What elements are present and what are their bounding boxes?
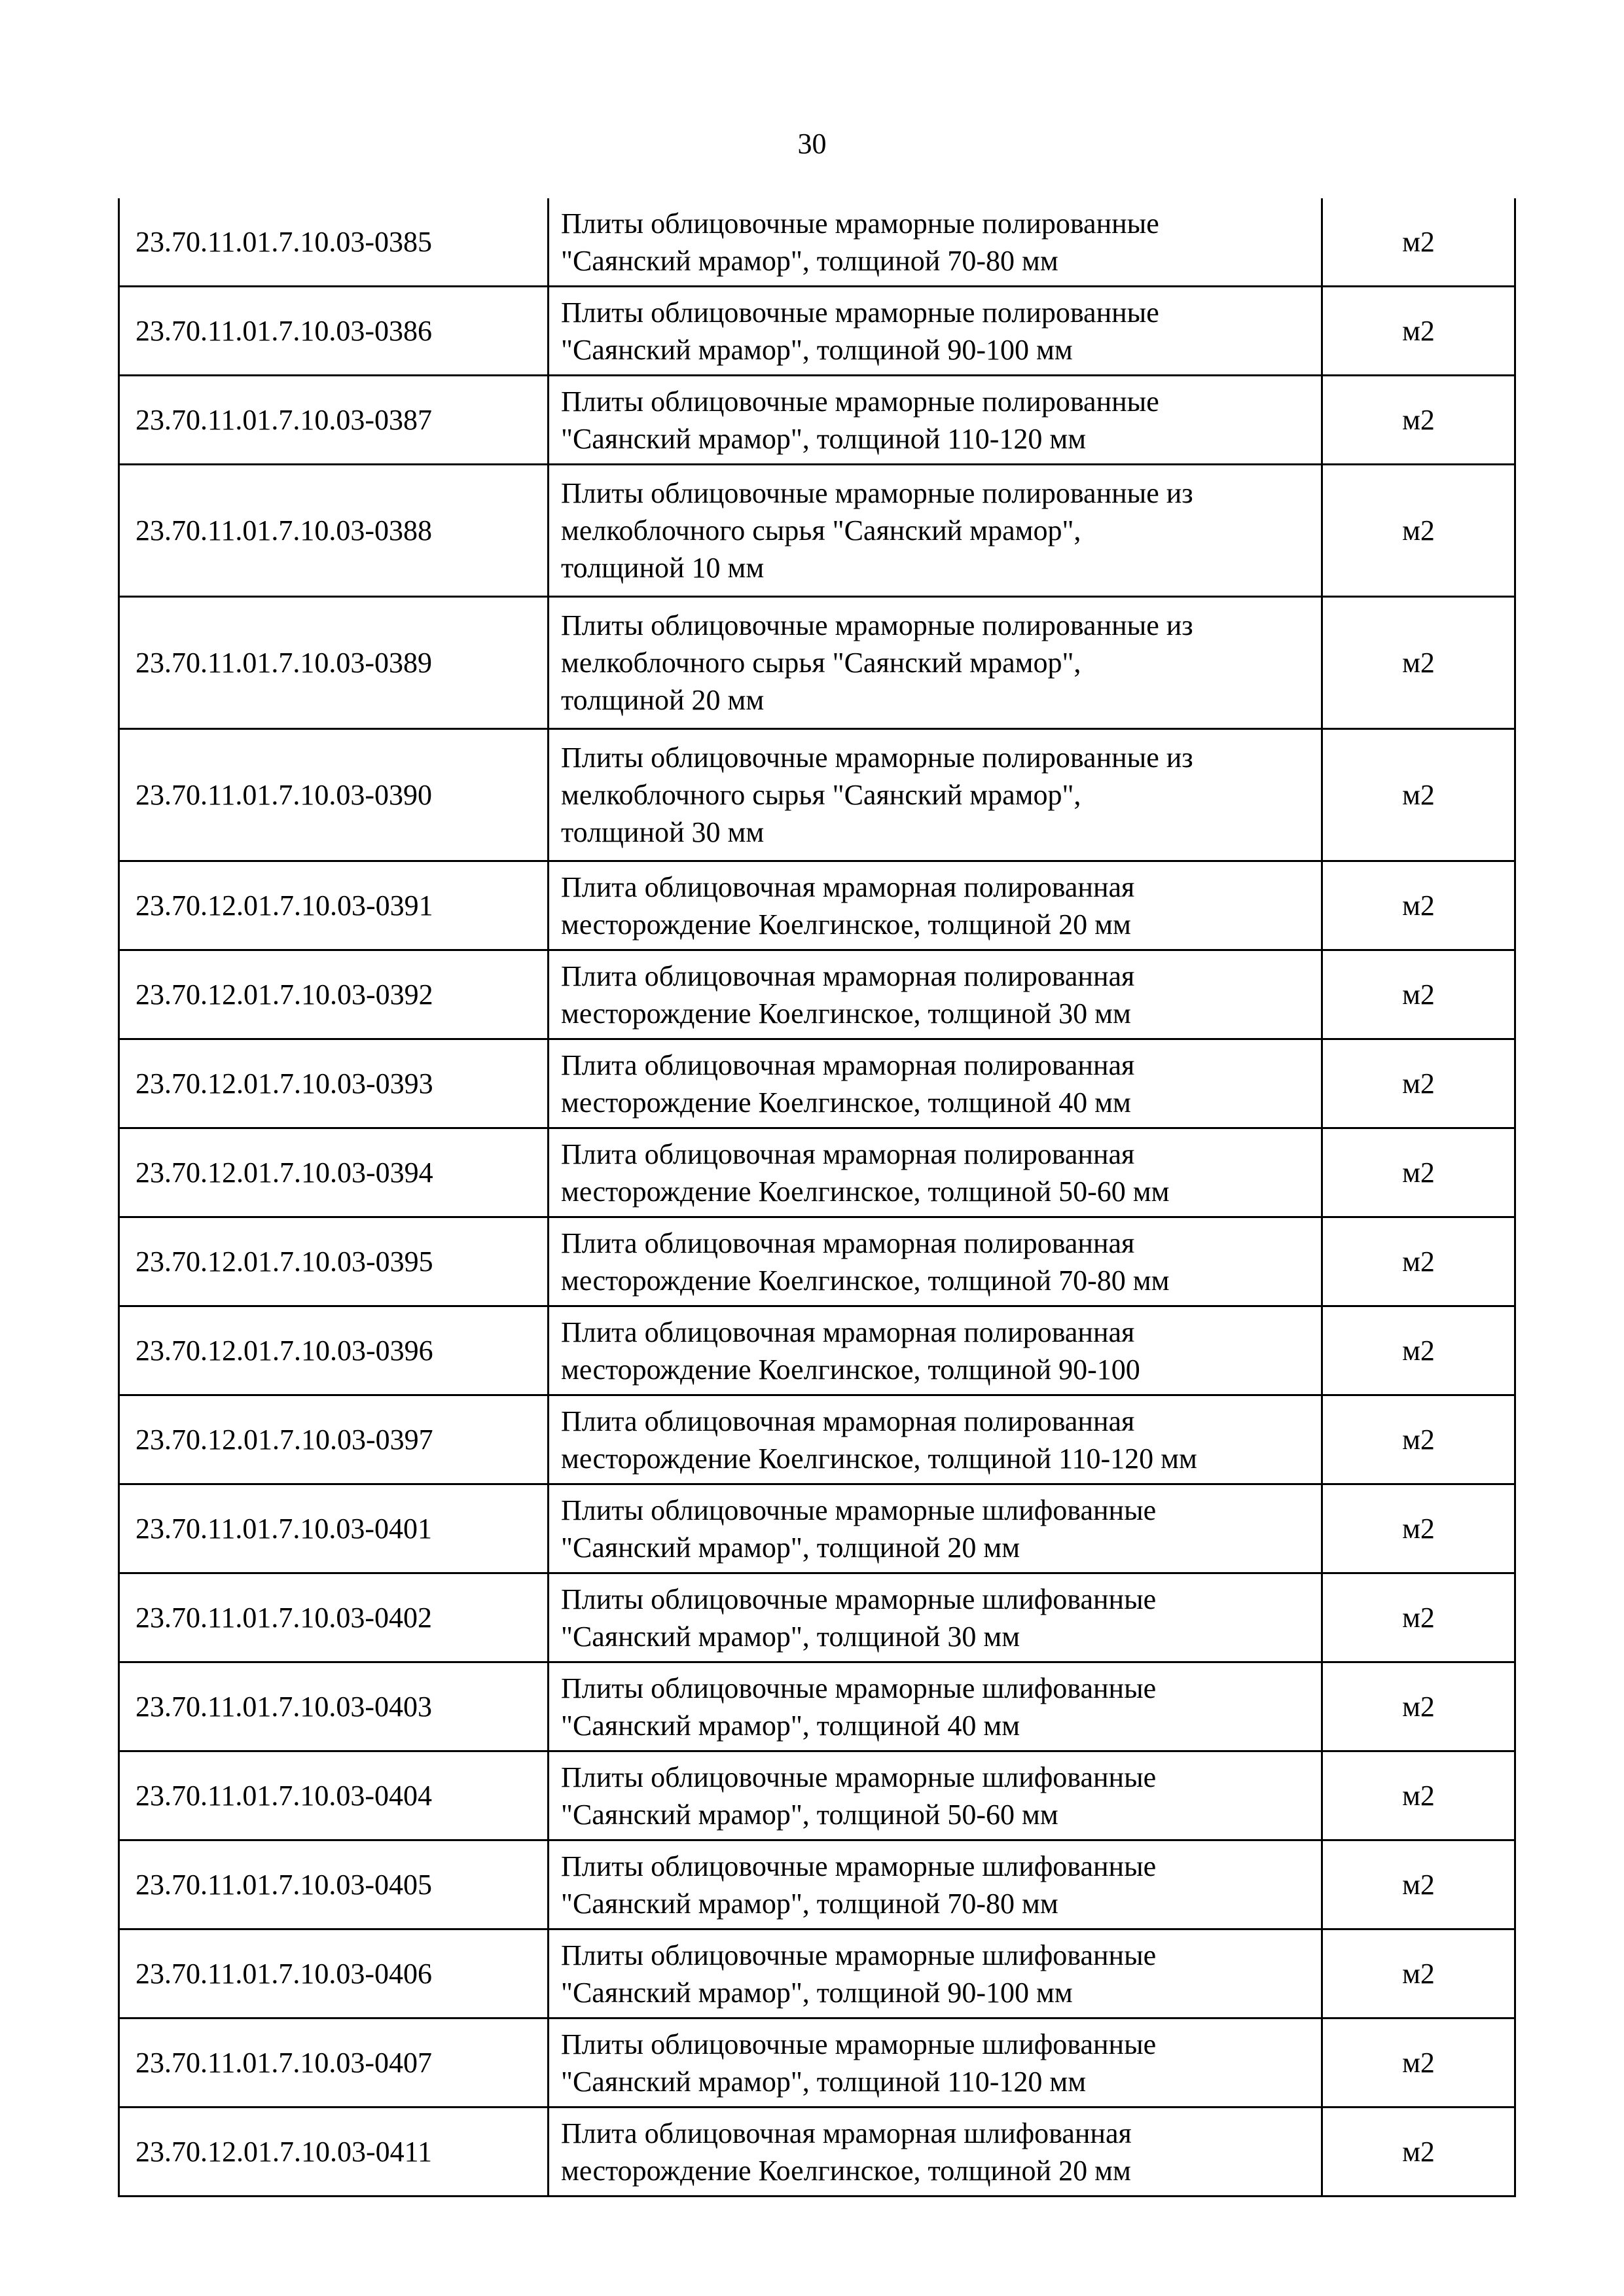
table-row: [119, 465, 1515, 597]
resource-name-line: "Саянский мрамор", толщиной 70-80 мм: [561, 244, 1058, 277]
resource-name: [549, 729, 1322, 861]
resource-name: [549, 861, 1322, 950]
resource-name-line: Плиты облицовочные мраморные шлифованные: [561, 1939, 1157, 1971]
resource-name: [549, 950, 1322, 1039]
resource-code: 23.70.11.01.7.10.03-0405: [119, 1840, 549, 1929]
resource-name-line: Плита облицовочная мраморная шлифованная: [561, 2117, 1132, 2149]
resource-name-line: Плиты облицовочные мраморные полированные из: [561, 742, 1193, 774]
resource-name-line: Плита облицовочная мраморная полированная: [561, 1316, 1135, 1348]
resource-unit: м2: [1322, 465, 1515, 597]
resource-name-line: Плита облицовочная мраморная полированная: [561, 1138, 1135, 1170]
resource-name-line: Плиты облицовочные мраморные шлифованные: [561, 1761, 1157, 1793]
resource-name: [549, 1929, 1322, 2018]
resource-unit: м2: [1322, 1484, 1515, 1573]
page-number: 30: [797, 128, 827, 160]
resource-name: [549, 1217, 1322, 1306]
table-row: [119, 1306, 1515, 1395]
resource-name-line: Плиты облицовочные мраморные полированные: [561, 296, 1159, 329]
resource-unit: м2: [1322, 198, 1515, 287]
resource-code: 23.70.11.01.7.10.03-0387: [119, 376, 549, 465]
table-row: [119, 861, 1515, 950]
resource-unit: м2: [1322, 1929, 1515, 2018]
resource-code: 23.70.11.01.7.10.03-0402: [119, 1573, 549, 1662]
resource-name: [549, 2018, 1322, 2108]
resource-name-line: Плиты облицовочные мраморные полированные: [561, 385, 1159, 418]
table-row: [119, 1128, 1515, 1217]
resource-name-line: месторождение Коелгинское, толщиной 40 мм: [561, 1086, 1131, 1119]
resource-name-line: месторождение Коелгинское, толщиной 30 мм: [561, 997, 1131, 1030]
resource-code: 23.70.12.01.7.10.03-0397: [119, 1395, 549, 1484]
resource-unit: м2: [1322, 287, 1515, 376]
resource-code: 23.70.12.01.7.10.03-0394: [119, 1128, 549, 1217]
resource-name-line: "Саянский мрамор", толщиной 110-120 мм: [561, 422, 1087, 455]
resource-name-line: Плиты облицовочные мраморные шлифованные: [561, 1494, 1157, 1526]
table-row: [119, 1484, 1515, 1573]
resource-unit: м2: [1322, 950, 1515, 1039]
resource-name-line: Плита облицовочная мраморная полированная: [561, 870, 1135, 903]
table-row: [119, 198, 1515, 287]
resource-unit: м2: [1322, 1039, 1515, 1128]
resource-name-line: Плиты облицовочные мраморные полированные: [561, 207, 1159, 240]
resource-unit: м2: [1322, 376, 1515, 465]
resource-unit: м2: [1322, 1840, 1515, 1929]
resource-code: 23.70.11.01.7.10.03-0401: [119, 1484, 549, 1573]
resource-code: 23.70.11.01.7.10.03-0385: [119, 198, 549, 287]
resource-name-line: "Саянский мрамор", толщиной 40 мм: [561, 1709, 1020, 1742]
resource-unit: м2: [1322, 2018, 1515, 2108]
table-row: [119, 1840, 1515, 1929]
table-row: [119, 1395, 1515, 1484]
resource-name-line: Плиты облицовочные мраморные полированные из: [561, 477, 1193, 509]
resource-name-line: "Саянский мрамор", толщиной 90-100 мм: [561, 333, 1073, 366]
resource-name-line: "Саянский мрамор", толщиной 20 мм: [561, 1531, 1020, 1564]
resource-name: [549, 1306, 1322, 1395]
resource-name-line: месторождение Коелгинское, толщиной 110-120 мм: [561, 1442, 1197, 1475]
resource-name-line: месторождение Коелгинское, толщиной 70-80 мм: [561, 1264, 1170, 1297]
table-row: [119, 950, 1515, 1039]
resource-name-line: Плиты облицовочные мраморные шлифованные: [561, 1583, 1157, 1615]
resource-name: [549, 1751, 1322, 1840]
resource-name: [549, 465, 1322, 597]
resource-unit: м2: [1322, 1217, 1515, 1306]
resource-name: [549, 376, 1322, 465]
resource-name-line: толщиной 30 мм: [561, 816, 765, 848]
resource-name-line: Плита облицовочная мраморная полированная: [561, 1227, 1135, 1259]
resource-name-line: Плиты облицовочные мраморные шлифованные: [561, 1672, 1157, 1704]
resource-name-line: Плита облицовочная мраморная полированная: [561, 960, 1135, 992]
resource-code: 23.70.12.01.7.10.03-0396: [119, 1306, 549, 1395]
resource-unit: м2: [1322, 1662, 1515, 1751]
resource-name-line: мелкоблочного сырья "Саянский мрамор",: [561, 514, 1081, 547]
resource-unit: м2: [1322, 1306, 1515, 1395]
table-row: [119, 2018, 1515, 2108]
resource-name: [549, 1840, 1322, 1929]
resource-name: [549, 1395, 1322, 1484]
resource-name: [549, 1662, 1322, 1751]
table-row: [119, 1217, 1515, 1306]
table-row: [119, 1039, 1515, 1128]
resource-name-line: месторождение Коелгинское, толщиной 90-100: [561, 1353, 1140, 1386]
resource-name-line: Плита облицовочная мраморная полированная: [561, 1405, 1135, 1437]
resource-unit: м2: [1322, 729, 1515, 861]
resource-name: [549, 2108, 1322, 2197]
resource-name: [549, 1573, 1322, 1662]
resource-code: 23.70.11.01.7.10.03-0404: [119, 1751, 549, 1840]
resource-code: 23.70.12.01.7.10.03-0391: [119, 861, 549, 950]
resource-name-line: "Саянский мрамор", толщиной 90-100 мм: [561, 1976, 1073, 2009]
resource-code: 23.70.11.01.7.10.03-0389: [119, 597, 549, 729]
table-row: [119, 1662, 1515, 1751]
resource-code: 23.70.11.01.7.10.03-0406: [119, 1929, 549, 2018]
resource-name-line: мелкоблочного сырья "Саянский мрамор",: [561, 647, 1081, 679]
resource-unit: м2: [1322, 1751, 1515, 1840]
resource-name: [549, 597, 1322, 729]
resource-name: [549, 1128, 1322, 1217]
resource-code: 23.70.12.01.7.10.03-0395: [119, 1217, 549, 1306]
table-row: [119, 729, 1515, 861]
resource-name-line: Плита облицовочная мраморная полированная: [561, 1049, 1135, 1081]
table-row: [119, 1929, 1515, 2018]
resource-unit: м2: [1322, 1128, 1515, 1217]
resource-name-line: Плиты облицовочные мраморные шлифованные: [561, 2028, 1157, 2060]
resource-code: 23.70.11.01.7.10.03-0386: [119, 287, 549, 376]
resource-name-line: Плиты облицовочные мраморные полированные из: [561, 609, 1193, 641]
resource-name-line: месторождение Коелгинское, толщиной 50-60 мм: [561, 1175, 1170, 1208]
resource-name-line: Плиты облицовочные мраморные шлифованные: [561, 1850, 1157, 1882]
resource-name-line: "Саянский мрамор", толщиной 70-80 мм: [561, 1887, 1058, 1920]
table-row: [119, 287, 1515, 376]
resource-name-line: "Саянский мрамор", толщиной 30 мм: [561, 1620, 1020, 1653]
resource-name-line: мелкоблочного сырья "Саянский мрамор",: [561, 779, 1081, 811]
table-row: [119, 1573, 1515, 1662]
table-row: [119, 376, 1515, 465]
resource-name: [549, 1484, 1322, 1573]
table-row: [119, 597, 1515, 729]
resource-unit: м2: [1322, 861, 1515, 950]
resource-name: [549, 198, 1322, 287]
resource-code: 23.70.12.01.7.10.03-0393: [119, 1039, 549, 1128]
resource-unit: м2: [1322, 1395, 1515, 1484]
resource-unit: м2: [1322, 2108, 1515, 2197]
table-body: [119, 198, 1515, 2197]
resource-code: 23.70.11.01.7.10.03-0390: [119, 729, 549, 861]
resource-unit: м2: [1322, 597, 1515, 729]
resource-code: 23.70.12.01.7.10.03-0411: [119, 2108, 549, 2197]
resource-name-line: месторождение Коелгинское, толщиной 20 мм: [561, 2154, 1131, 2187]
resource-code: 23.70.11.01.7.10.03-0403: [119, 1662, 549, 1751]
table-row: [119, 1751, 1515, 1840]
resource-name-line: месторождение Коелгинское, толщиной 20 мм: [561, 908, 1131, 941]
resource-name: [549, 287, 1322, 376]
resource-unit: м2: [1322, 1573, 1515, 1662]
resource-code: 23.70.12.01.7.10.03-0392: [119, 950, 549, 1039]
resource-code: 23.70.11.01.7.10.03-0388: [119, 465, 549, 597]
resource-table: [118, 198, 1516, 2197]
table-row: [119, 2108, 1515, 2197]
resource-name-line: "Саянский мрамор", толщиной 110-120 мм: [561, 2065, 1087, 2098]
resource-name-line: "Саянский мрамор", толщиной 50-60 мм: [561, 1798, 1058, 1831]
resource-name-line: толщиной 10 мм: [561, 552, 765, 584]
resource-name: [549, 1039, 1322, 1128]
resource-code: 23.70.11.01.7.10.03-0407: [119, 2018, 549, 2108]
resource-name-line: толщиной 20 мм: [561, 684, 765, 716]
